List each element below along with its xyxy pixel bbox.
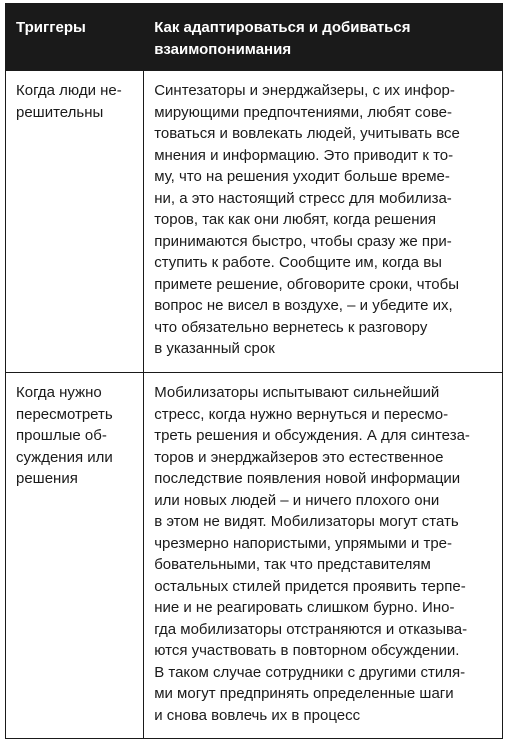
advice-line: ются участвовать в повторном обсуждении. [154,642,460,659]
advice-line: принимаются быстро, чтобы сразу же при- [154,232,452,250]
advice-line: мирующими предпочтениями, любят сове- [154,103,453,121]
advice-line: треть решения и обсуждения. А для синтеза- [154,427,470,444]
advice-line: гда мобилизаторы отстраняются и отказыва- [154,620,468,638]
trigger-cell [6,373,144,739]
table-row [6,373,503,739]
advice-line: в этом не видят. Мобилизаторы могут стать [154,513,459,530]
advice-line: или новых людей – и ничего плохого они [154,491,440,509]
header-triggers [6,4,144,71]
advice-line: примете решение, обговорите сроки, чтобы [154,275,460,293]
trigger-line: прошлые об- [16,427,107,444]
advice-line: Синтезаторы и энерджайзеры, с их инфор- [154,82,455,99]
trigger-line: Когда люди не- [16,82,122,99]
advice-cell [144,71,503,373]
advice-line: что обязательно вернетесь к разговору [154,318,428,336]
trigger-line: решения [16,470,78,487]
trigger-cell [6,71,144,373]
advice-line: ни, а это настоящий стресс для мобилиза- [154,189,452,207]
advice-line: мнения и информацию. Это приводит к то- [154,146,454,164]
advice-line: товаться и вовлекать людей, учитывать все [154,125,460,142]
trigger-line: суждения или [16,448,113,466]
header-adaptation [144,4,503,71]
advice-line: и снова вовлечь их в процесс [154,706,361,724]
header-text: взаимопонимания [154,41,292,58]
header-text: Триггеры [16,19,86,36]
advice-line: В таком случае сотрудники с другими стиля- [154,663,466,681]
advice-line: му, что на решения уходит больше време- [154,168,450,185]
trigger-line: Когда нужно [16,384,102,401]
advice-line: торов, так как они любят, когда решения [154,211,437,228]
advice-line: вопрос не висел в воздухе, – и убедите их, [154,297,453,314]
advice-line: остальных стилей придется проявить терпе- [154,577,466,595]
header-text: Как адаптироваться и добиваться [154,19,411,36]
advice-cell [144,373,503,739]
advice-line: последствие появления новой информации [154,470,461,487]
table-header-row [6,4,503,71]
advice-line: в указанный срок [154,340,275,357]
advice-line: стресс, когда нужно вернуться и пересмо- [154,405,449,423]
table-row [6,71,503,373]
advice-line: чрезмерно напористыми, упрямыми и тре- [154,534,452,552]
advice-line: торов и энерджайзеров это естественное [154,448,444,466]
advice-line: Мобилизаторы испытывают сильнейший [154,384,440,401]
advice-line: бовательными, так что представителям [154,556,431,573]
advice-line: ми могут предпринять определенные шаги [154,685,454,702]
advice-line: ступить к работе. Сообщите им, когда вы [154,254,442,271]
advice-line: ние и не реагировать слишком бурно. Ино- [154,599,455,616]
triggers-table [5,3,503,739]
trigger-line: решительны [16,103,104,121]
trigger-line: пересмотреть [16,405,113,423]
